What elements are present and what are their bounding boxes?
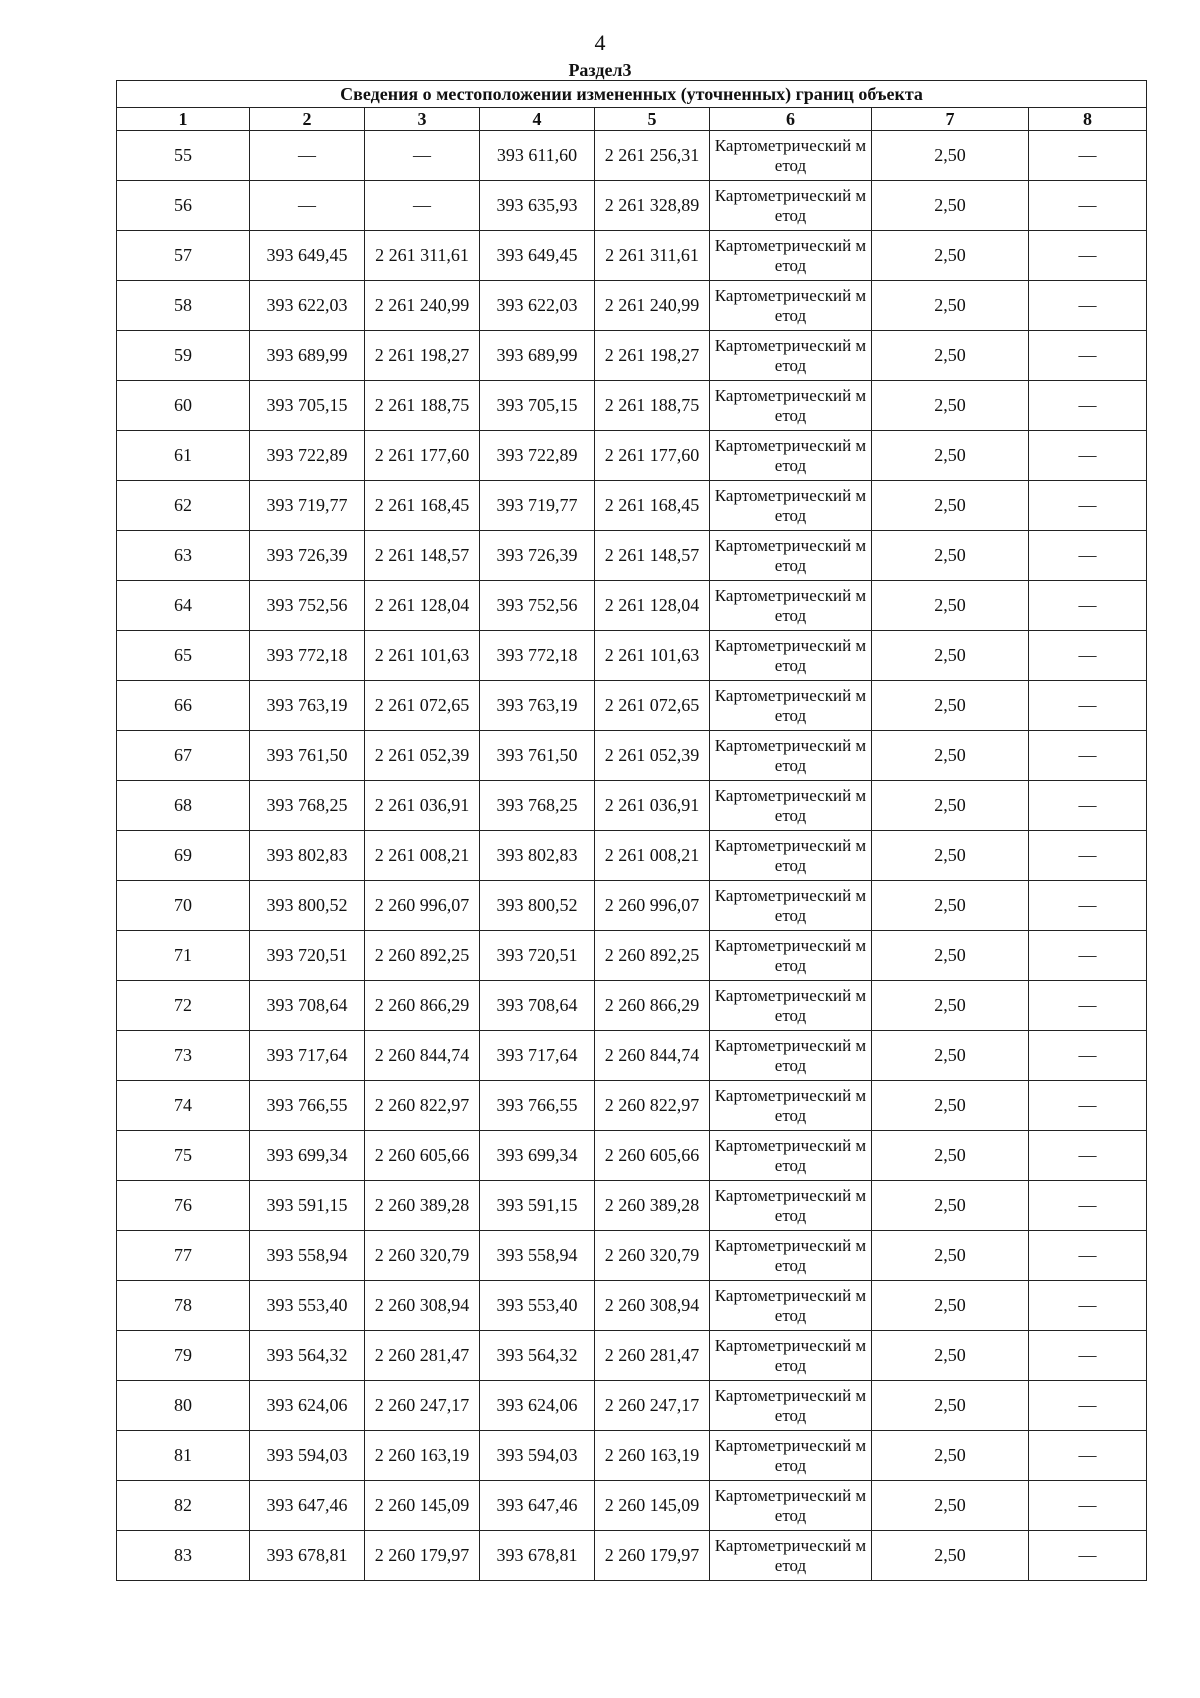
column-header: 4 [480, 108, 595, 131]
point-number-cell: 67 [117, 731, 250, 781]
point-number-cell: 81 [117, 1431, 250, 1481]
existing-y-cell: 2 260 281,47 [365, 1331, 480, 1381]
existing-y-cell: 2 261 311,61 [365, 231, 480, 281]
note-cell: — [1029, 731, 1147, 781]
table-row [117, 1231, 1147, 1281]
existing-y-cell: — [365, 181, 480, 231]
point-number-cell: 60 [117, 381, 250, 431]
new-x-cell: 393 558,94 [480, 1231, 595, 1281]
accuracy-cell: 2,50 [872, 1081, 1029, 1131]
table-row [117, 281, 1147, 331]
accuracy-cell: 2,50 [872, 1231, 1029, 1281]
accuracy-cell: 2,50 [872, 681, 1029, 731]
existing-y-cell: 2 260 605,66 [365, 1131, 480, 1181]
method-cell: Картометрический метод [710, 981, 872, 1031]
existing-x-cell: — [250, 181, 365, 231]
new-y-cell: 2 261 240,99 [595, 281, 710, 331]
column-header: 2 [250, 108, 365, 131]
accuracy-cell: 2,50 [872, 231, 1029, 281]
note-cell: — [1029, 931, 1147, 981]
existing-y-cell: 2 260 179,97 [365, 1531, 480, 1581]
existing-y-cell: 2 260 844,74 [365, 1031, 480, 1081]
point-number-cell: 79 [117, 1331, 250, 1381]
existing-y-cell: 2 261 036,91 [365, 781, 480, 831]
accuracy-cell: 2,50 [872, 781, 1029, 831]
new-y-cell: 2 260 892,25 [595, 931, 710, 981]
new-x-cell: 393 611,60 [480, 131, 595, 181]
method-cell: Картометрический метод [710, 831, 872, 881]
accuracy-cell: 2,50 [872, 481, 1029, 531]
page-number: 4 [594, 30, 606, 55]
note-cell: — [1029, 381, 1147, 431]
accuracy-cell: 2,50 [872, 1281, 1029, 1331]
table-row [117, 631, 1147, 681]
existing-y-cell: 2 261 198,27 [365, 331, 480, 381]
point-number-cell: 83 [117, 1531, 250, 1581]
table-row [117, 531, 1147, 581]
table-row [117, 881, 1147, 931]
note-cell: — [1029, 181, 1147, 231]
table-row [117, 581, 1147, 631]
new-y-cell: 2 261 052,39 [595, 731, 710, 781]
new-x-cell: 393 678,81 [480, 1531, 595, 1581]
point-number-cell: 65 [117, 631, 250, 681]
column-header: 5 [595, 108, 710, 131]
note-cell: — [1029, 881, 1147, 931]
new-x-cell: 393 719,77 [480, 481, 595, 531]
existing-y-cell: 2 261 168,45 [365, 481, 480, 531]
table-row [117, 481, 1147, 531]
method-cell: Картометрический метод [710, 281, 872, 331]
note-cell: — [1029, 981, 1147, 1031]
table-row [117, 1481, 1147, 1531]
point-number-cell: 73 [117, 1031, 250, 1081]
existing-y-cell: 2 261 008,21 [365, 831, 480, 881]
method-cell: Картометрический метод [710, 581, 872, 631]
new-y-cell: 2 261 256,31 [595, 131, 710, 181]
new-y-cell: 2 261 072,65 [595, 681, 710, 731]
existing-x-cell: 393 722,89 [250, 431, 365, 481]
point-number-cell: 66 [117, 681, 250, 731]
existing-x-cell: 393 564,32 [250, 1331, 365, 1381]
new-y-cell: 2 260 844,74 [595, 1031, 710, 1081]
column-header: 7 [872, 108, 1029, 131]
new-x-cell: 393 768,25 [480, 781, 595, 831]
note-cell: — [1029, 1181, 1147, 1231]
table-row [117, 1431, 1147, 1481]
accuracy-cell: 2,50 [872, 431, 1029, 481]
accuracy-cell: 2,50 [872, 131, 1029, 181]
method-cell: Картометрический метод [710, 1531, 872, 1581]
new-x-cell: 393 708,64 [480, 981, 595, 1031]
existing-x-cell: 393 708,64 [250, 981, 365, 1031]
note-cell: — [1029, 1231, 1147, 1281]
table-row [117, 1031, 1147, 1081]
table-row [117, 781, 1147, 831]
existing-x-cell: 393 752,56 [250, 581, 365, 631]
method-cell: Картометрический метод [710, 431, 872, 481]
method-cell: Картометрический метод [710, 1181, 872, 1231]
new-y-cell: 2 261 198,27 [595, 331, 710, 381]
existing-x-cell: 393 647,46 [250, 1481, 365, 1531]
existing-x-cell: 393 768,25 [250, 781, 365, 831]
existing-x-cell: 393 689,99 [250, 331, 365, 381]
accuracy-cell: 2,50 [872, 581, 1029, 631]
accuracy-cell: 2,50 [872, 331, 1029, 381]
existing-x-cell: 393 622,03 [250, 281, 365, 331]
note-cell: — [1029, 1531, 1147, 1581]
existing-y-cell: 2 260 822,97 [365, 1081, 480, 1131]
accuracy-cell: 2,50 [872, 281, 1029, 331]
existing-y-cell: 2 260 866,29 [365, 981, 480, 1031]
new-x-cell: 393 717,64 [480, 1031, 595, 1081]
existing-y-cell: 2 261 177,60 [365, 431, 480, 481]
existing-y-cell: 2 260 145,09 [365, 1481, 480, 1531]
new-y-cell: 2 261 328,89 [595, 181, 710, 231]
point-number-cell: 74 [117, 1081, 250, 1131]
method-cell: Картометрический метод [710, 781, 872, 831]
new-x-cell: 393 722,89 [480, 431, 595, 481]
existing-x-cell: 393 649,45 [250, 231, 365, 281]
new-y-cell: 2 261 148,57 [595, 531, 710, 581]
method-cell: Картометрический метод [710, 1381, 872, 1431]
accuracy-cell: 2,50 [872, 1181, 1029, 1231]
existing-x-cell: 393 591,15 [250, 1181, 365, 1231]
method-cell: Картометрический метод [710, 1131, 872, 1181]
accuracy-cell: 2,50 [872, 1531, 1029, 1581]
new-x-cell: 393 800,52 [480, 881, 595, 931]
table-row [117, 931, 1147, 981]
new-y-cell: 2 261 168,45 [595, 481, 710, 531]
table-caption-row [117, 81, 1147, 108]
method-cell: Картометрический метод [710, 1481, 872, 1531]
existing-x-cell: — [250, 131, 365, 181]
table-row [117, 331, 1147, 381]
note-cell: — [1029, 281, 1147, 331]
existing-x-cell: 393 594,03 [250, 1431, 365, 1481]
new-y-cell: 2 260 145,09 [595, 1481, 710, 1531]
existing-y-cell: 2 261 188,75 [365, 381, 480, 431]
table-row [117, 131, 1147, 181]
method-cell: Картометрический метод [710, 1431, 872, 1481]
method-cell: Картометрический метод [710, 881, 872, 931]
point-number-cell: 61 [117, 431, 250, 481]
method-cell: Картометрический метод [710, 681, 872, 731]
new-x-cell: 393 761,50 [480, 731, 595, 781]
new-y-cell: 2 261 036,91 [595, 781, 710, 831]
note-cell: — [1029, 431, 1147, 481]
point-number-cell: 72 [117, 981, 250, 1031]
new-x-cell: 393 720,51 [480, 931, 595, 981]
existing-y-cell: — [365, 131, 480, 181]
new-x-cell: 393 553,40 [480, 1281, 595, 1331]
new-x-cell: 393 591,15 [480, 1181, 595, 1231]
point-number-cell: 59 [117, 331, 250, 381]
note-cell: — [1029, 1381, 1147, 1431]
table-row [117, 1181, 1147, 1231]
existing-x-cell: 393 800,52 [250, 881, 365, 931]
new-y-cell: 2 260 320,79 [595, 1231, 710, 1281]
table-row [117, 731, 1147, 781]
accuracy-cell: 2,50 [872, 881, 1029, 931]
method-cell: Картометрический метод [710, 931, 872, 981]
column-header: 1 [117, 108, 250, 131]
existing-x-cell: 393 720,51 [250, 931, 365, 981]
new-x-cell: 393 726,39 [480, 531, 595, 581]
new-y-cell: 2 260 281,47 [595, 1331, 710, 1381]
existing-x-cell: 393 699,34 [250, 1131, 365, 1181]
existing-y-cell: 2 261 128,04 [365, 581, 480, 631]
note-cell: — [1029, 1131, 1147, 1181]
new-x-cell: 393 624,06 [480, 1381, 595, 1431]
new-y-cell: 2 260 822,97 [595, 1081, 710, 1131]
new-x-cell: 393 763,19 [480, 681, 595, 731]
new-x-cell: 393 649,45 [480, 231, 595, 281]
note-cell: — [1029, 1281, 1147, 1331]
existing-y-cell: 2 260 320,79 [365, 1231, 480, 1281]
table-row [117, 981, 1147, 1031]
column-header: 3 [365, 108, 480, 131]
method-cell: Картометрический метод [710, 331, 872, 381]
note-cell: — [1029, 1481, 1147, 1531]
existing-y-cell: 2 260 996,07 [365, 881, 480, 931]
new-y-cell: 2 260 179,97 [595, 1531, 710, 1581]
new-x-cell: 393 766,55 [480, 1081, 595, 1131]
method-cell: Картометрический метод [710, 381, 872, 431]
table-row [117, 681, 1147, 731]
accuracy-cell: 2,50 [872, 981, 1029, 1031]
column-header: 8 [1029, 108, 1147, 131]
note-cell: — [1029, 531, 1147, 581]
new-x-cell: 393 635,93 [480, 181, 595, 231]
accuracy-cell: 2,50 [872, 1431, 1029, 1481]
point-number-cell: 77 [117, 1231, 250, 1281]
existing-x-cell: 393 705,15 [250, 381, 365, 431]
note-cell: — [1029, 681, 1147, 731]
existing-y-cell: 2 260 389,28 [365, 1181, 480, 1231]
existing-x-cell: 393 763,19 [250, 681, 365, 731]
new-y-cell: 2 260 308,94 [595, 1281, 710, 1331]
point-number-cell: 71 [117, 931, 250, 981]
new-y-cell: 2 260 866,29 [595, 981, 710, 1031]
new-y-cell: 2 261 008,21 [595, 831, 710, 881]
new-x-cell: 393 564,32 [480, 1331, 595, 1381]
new-x-cell: 393 772,18 [480, 631, 595, 681]
existing-y-cell: 2 260 163,19 [365, 1431, 480, 1481]
method-cell: Картометрический метод [710, 531, 872, 581]
existing-x-cell: 393 717,64 [250, 1031, 365, 1081]
note-cell: — [1029, 231, 1147, 281]
new-x-cell: 393 802,83 [480, 831, 595, 881]
point-number-cell: 64 [117, 581, 250, 631]
new-x-cell: 393 622,03 [480, 281, 595, 331]
new-y-cell: 2 260 996,07 [595, 881, 710, 931]
note-cell: — [1029, 331, 1147, 381]
method-cell: Картометрический метод [710, 1331, 872, 1381]
note-cell: — [1029, 1031, 1147, 1081]
accuracy-cell: 2,50 [872, 731, 1029, 781]
table-row [117, 1331, 1147, 1381]
table-row [117, 431, 1147, 481]
coordinates-table [116, 80, 1147, 1581]
table-row [117, 831, 1147, 881]
note-cell: — [1029, 1081, 1147, 1131]
new-x-cell: 393 594,03 [480, 1431, 595, 1481]
existing-y-cell: 2 261 101,63 [365, 631, 480, 681]
note-cell: — [1029, 1331, 1147, 1381]
existing-y-cell: 2 260 308,94 [365, 1281, 480, 1331]
note-cell: — [1029, 1431, 1147, 1481]
method-cell: Картометрический метод [710, 131, 872, 181]
method-cell: Картометрический метод [710, 1281, 872, 1331]
accuracy-cell: 2,50 [872, 831, 1029, 881]
existing-y-cell: 2 261 240,99 [365, 281, 480, 331]
point-number-cell: 82 [117, 1481, 250, 1531]
column-header-row [117, 108, 1147, 131]
method-cell: Картометрический метод [710, 731, 872, 781]
existing-x-cell: 393 772,18 [250, 631, 365, 681]
new-x-cell: 393 699,34 [480, 1131, 595, 1181]
column-header: 6 [710, 108, 872, 131]
existing-x-cell: 393 761,50 [250, 731, 365, 781]
existing-y-cell: 2 261 052,39 [365, 731, 480, 781]
method-cell: Картометрический метод [710, 1031, 872, 1081]
existing-y-cell: 2 261 072,65 [365, 681, 480, 731]
accuracy-cell: 2,50 [872, 931, 1029, 981]
existing-x-cell: 393 624,06 [250, 1381, 365, 1431]
point-number-cell: 57 [117, 231, 250, 281]
existing-x-cell: 393 802,83 [250, 831, 365, 881]
method-cell: Картометрический метод [710, 481, 872, 531]
table-row [117, 1531, 1147, 1581]
accuracy-cell: 2,50 [872, 631, 1029, 681]
accuracy-cell: 2,50 [872, 1381, 1029, 1431]
new-x-cell: 393 705,15 [480, 381, 595, 431]
new-y-cell: 2 260 247,17 [595, 1381, 710, 1431]
new-y-cell: 2 260 605,66 [595, 1131, 710, 1181]
point-number-cell: 62 [117, 481, 250, 531]
new-y-cell: 2 260 389,28 [595, 1181, 710, 1231]
accuracy-cell: 2,50 [872, 381, 1029, 431]
point-number-cell: 55 [117, 131, 250, 181]
new-y-cell: 2 261 188,75 [595, 381, 710, 431]
section-title: Раздел3 [568, 60, 632, 80]
new-y-cell: 2 261 101,63 [595, 631, 710, 681]
table-caption: Сведения о местоположении измененных (уточненных) границ объекта [117, 81, 1147, 108]
method-cell: Картометрический метод [710, 231, 872, 281]
point-number-cell: 68 [117, 781, 250, 831]
table-row [117, 1381, 1147, 1431]
table-row [117, 381, 1147, 431]
accuracy-cell: 2,50 [872, 1481, 1029, 1531]
table-body [117, 131, 1147, 1581]
point-number-cell: 58 [117, 281, 250, 331]
table-row [117, 1131, 1147, 1181]
point-number-cell: 80 [117, 1381, 250, 1431]
point-number-cell: 78 [117, 1281, 250, 1331]
new-x-cell: 393 752,56 [480, 581, 595, 631]
table-row [117, 1081, 1147, 1131]
accuracy-cell: 2,50 [872, 1131, 1029, 1181]
note-cell: — [1029, 481, 1147, 531]
new-y-cell: 2 261 177,60 [595, 431, 710, 481]
existing-x-cell: 393 719,77 [250, 481, 365, 531]
note-cell: — [1029, 581, 1147, 631]
existing-x-cell: 393 558,94 [250, 1231, 365, 1281]
existing-y-cell: 2 261 148,57 [365, 531, 480, 581]
method-cell: Картометрический метод [710, 1231, 872, 1281]
point-number-cell: 76 [117, 1181, 250, 1231]
note-cell: — [1029, 831, 1147, 881]
new-x-cell: 393 647,46 [480, 1481, 595, 1531]
point-number-cell: 75 [117, 1131, 250, 1181]
method-cell: Картометрический метод [710, 631, 872, 681]
new-y-cell: 2 261 311,61 [595, 231, 710, 281]
note-cell: — [1029, 131, 1147, 181]
point-number-cell: 69 [117, 831, 250, 881]
new-y-cell: 2 260 163,19 [595, 1431, 710, 1481]
point-number-cell: 70 [117, 881, 250, 931]
existing-x-cell: 393 766,55 [250, 1081, 365, 1131]
accuracy-cell: 2,50 [872, 181, 1029, 231]
table-row [117, 181, 1147, 231]
existing-y-cell: 2 260 247,17 [365, 1381, 480, 1431]
note-cell: — [1029, 631, 1147, 681]
table-row [117, 231, 1147, 281]
method-cell: Картометрический метод [710, 1081, 872, 1131]
note-cell: — [1029, 781, 1147, 831]
accuracy-cell: 2,50 [872, 1331, 1029, 1381]
new-x-cell: 393 689,99 [480, 331, 595, 381]
point-number-cell: 63 [117, 531, 250, 581]
existing-x-cell: 393 678,81 [250, 1531, 365, 1581]
existing-x-cell: 393 726,39 [250, 531, 365, 581]
new-y-cell: 2 261 128,04 [595, 581, 710, 631]
method-cell: Картометрический метод [710, 181, 872, 231]
table-row [117, 1281, 1147, 1331]
accuracy-cell: 2,50 [872, 1031, 1029, 1081]
point-number-cell: 56 [117, 181, 250, 231]
accuracy-cell: 2,50 [872, 531, 1029, 581]
existing-x-cell: 393 553,40 [250, 1281, 365, 1331]
existing-y-cell: 2 260 892,25 [365, 931, 480, 981]
